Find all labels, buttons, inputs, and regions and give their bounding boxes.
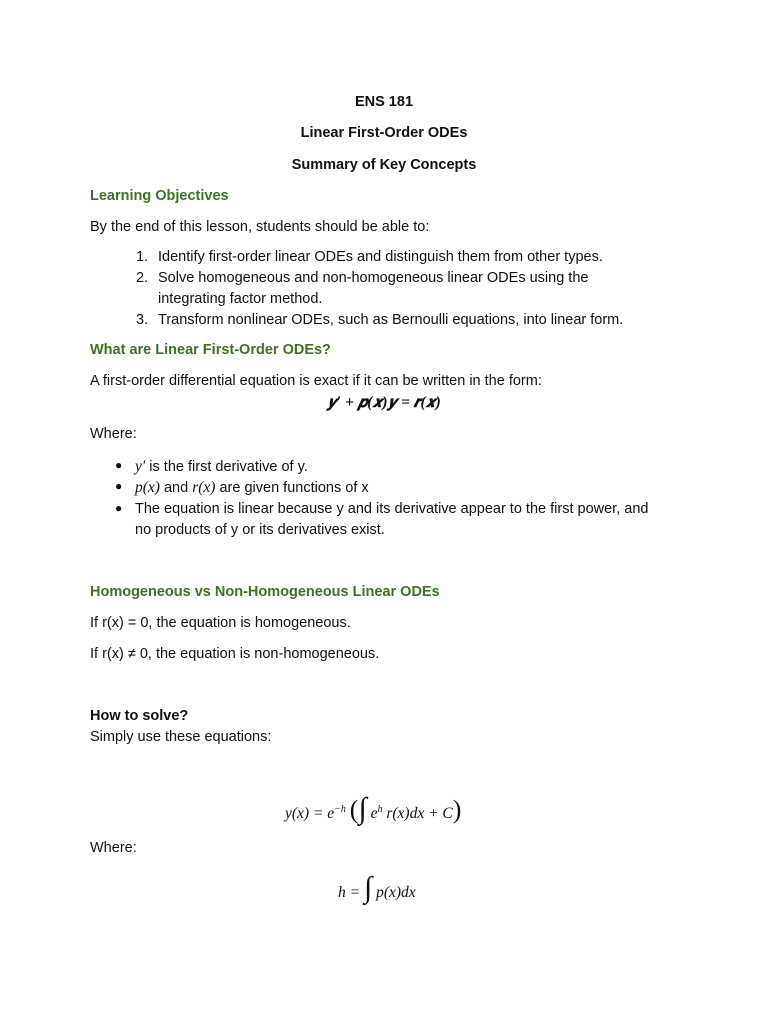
objectives-heading: Learning Objectives xyxy=(90,188,229,204)
integral-sign: ∫ xyxy=(358,792,367,825)
definition-heading: What are Linear First-Order ODEs? xyxy=(90,342,331,358)
open-paren: ( xyxy=(349,795,359,824)
where-label-2: Where: xyxy=(90,840,137,856)
linear-ode-equation: 𝒚′ + 𝒑(𝒙)𝒚 = 𝒓(𝒙) xyxy=(327,394,441,411)
homogeneous-heading: Homogeneous vs Non-Homogeneous Linear ODEs xyxy=(90,584,440,600)
non-homogeneous-line: If r(x) ≠ 0, the equation is non-homogeneous. xyxy=(90,646,380,662)
objectives-intro: By the end of this lesson, students should be able to: xyxy=(90,219,430,235)
how-to-solve-intro: Simply use these equations: xyxy=(90,729,272,745)
document-title: Linear First-Order ODEs xyxy=(300,125,468,141)
definition-intro: A first-order differential equation is exact if it can be written in the form: xyxy=(90,373,542,389)
course-code: ENS 181 xyxy=(354,94,414,110)
close-paren: ) xyxy=(452,795,462,824)
homogeneous-line: If r(x) = 0, the equation is homogeneous. xyxy=(90,615,351,631)
bullet-icon: ● xyxy=(115,479,123,493)
solution-equation: $y(x) = e^{-h}$ (∫ $e^h$ r(x)dx + C) xyxy=(285,792,462,825)
where-label: Where: xyxy=(90,426,137,442)
integral-sign: ∫ xyxy=(363,871,373,904)
document-page: ENS 181 Linear First-Order ODEs Summary of Key Concepts Learning Objectives By the end of this lesson, students should be able to: 1. Identify first-order linear ODEs and distinguish them from other types. 2. Solve homogeneous and non-homogeneous linear ODEs using the integrating factor method. 3. Transform nonlinear ODEs, such as Bernoulli equations, into linear form. What are Linear First-Order ODEs? A first-order differential equation is exact if it can be written in the form: 𝒚′ + 𝒑(𝒙)𝒚 = 𝒓(𝒙) Where: ● y′ is the first derivative of y. ● p(x) and r(x) are given functions of x ● The equation is linear because y and its derivative appear to the first power, and no products of y or its derivatives exist. Homogeneous vs Non-Homogeneous Linear ODEs If r(x) = 0, the equation is homogeneous. If r(x) ≠ 0, the equation is non-homogeneous. How to solve? Simply use these equations: $y(x) = e^{-h}$ (∫ $e^h$ r(x)dx + C) Where: h = ∫ p(x)dx xyxy=(0,0,768,1024)
how-to-solve-heading: How to solve? xyxy=(90,708,189,724)
h-definition-equation: h = ∫ p(x)dx xyxy=(338,871,416,904)
bullet-icon: ● xyxy=(115,501,123,515)
document-subtitle: Summary of Key Concepts xyxy=(291,157,477,173)
bullet-icon: ● xyxy=(115,458,123,472)
